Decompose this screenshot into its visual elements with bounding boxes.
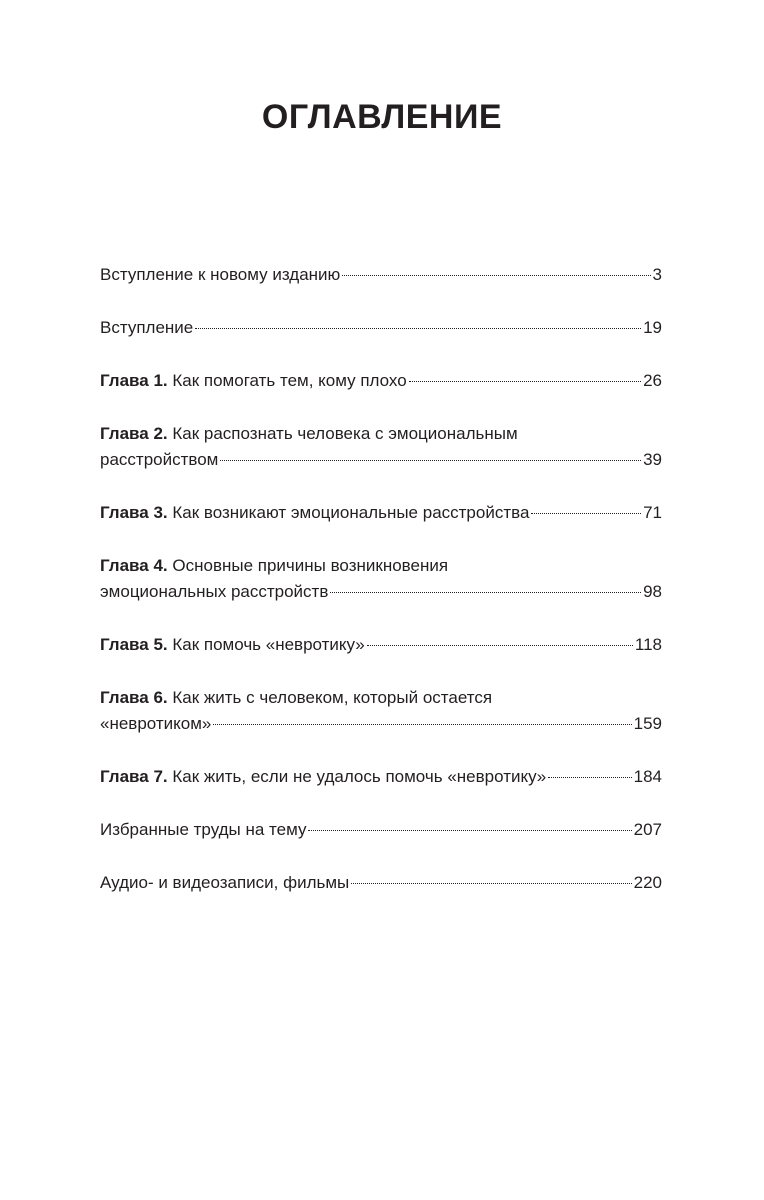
dot-leader xyxy=(367,645,633,646)
toc-entry-title: Вступление к новому изданию xyxy=(100,265,341,284)
toc-entry-title-part1: Как распознать человека с эмоциональным xyxy=(172,424,518,443)
chapter-number: Глава 6. xyxy=(100,688,168,707)
toc-entry-page-number: 39 xyxy=(643,450,662,469)
toc-entry-page-number: 207 xyxy=(633,820,662,839)
toc-entry-title: Избранные труды на тему xyxy=(100,820,307,839)
toc-entry[interactable] xyxy=(100,632,662,658)
dot-leader xyxy=(548,777,631,778)
toc-entry-line xyxy=(100,870,662,896)
toc-entry-first-line xyxy=(100,553,662,579)
toc-entry-page-number: 118 xyxy=(634,635,662,654)
toc-entry-first-line xyxy=(100,685,662,711)
dot-leader xyxy=(213,724,631,725)
toc-entry[interactable] xyxy=(100,685,662,737)
toc-entry[interactable] xyxy=(100,500,662,526)
toc-entry-line xyxy=(100,315,662,341)
dot-leader xyxy=(342,275,650,276)
toc-entry-first-line xyxy=(100,421,662,447)
chapter-number: Глава 2. xyxy=(100,424,168,443)
dot-leader xyxy=(330,592,641,593)
toc-entry-line xyxy=(100,817,662,843)
toc-entry-title: Аудио- и видеозаписи, фильмы xyxy=(100,873,350,892)
toc-entry-page-number: 98 xyxy=(643,582,662,601)
dot-leader xyxy=(308,830,631,831)
toc-entry-line xyxy=(100,579,662,605)
toc-entry-page-number: 19 xyxy=(643,318,662,337)
toc-entry-title: Как возникают эмоциональные расстройства xyxy=(172,503,530,522)
toc-entry-line xyxy=(100,500,662,526)
toc-entry-title: эмоциональных расстройств xyxy=(100,582,329,601)
toc-entry-line xyxy=(100,764,662,790)
toc-entry[interactable] xyxy=(100,553,662,605)
toc-entry-line xyxy=(100,711,662,737)
toc-entry-page-number: 159 xyxy=(633,714,662,733)
toc-entry-title: Как помогать тем, кому плохо xyxy=(172,371,407,390)
toc-entry-title: Вступление xyxy=(100,318,194,337)
chapter-number: Глава 3. xyxy=(100,503,168,522)
toc-entry-line xyxy=(100,447,662,473)
toc-entry[interactable] xyxy=(100,368,662,394)
table-of-contents xyxy=(100,262,662,923)
toc-entry-page-number: 71 xyxy=(643,503,662,522)
toc-entry[interactable] xyxy=(100,817,662,843)
toc-entry-page-number: 220 xyxy=(633,873,662,892)
toc-entry-line xyxy=(100,262,662,288)
chapter-number: Глава 4. xyxy=(100,556,168,575)
toc-entry-page-number: 3 xyxy=(652,265,662,284)
toc-entry-page-number: 26 xyxy=(643,371,662,390)
dot-leader xyxy=(531,513,641,514)
dot-leader xyxy=(351,883,631,884)
dot-leader xyxy=(409,381,641,382)
toc-entry-line xyxy=(100,632,662,658)
toc-entry-title-part1: Основные причины возникновения xyxy=(172,556,449,575)
toc-entry[interactable] xyxy=(100,315,662,341)
chapter-number: Глава 7. xyxy=(100,767,168,786)
toc-entry[interactable] xyxy=(100,870,662,896)
chapter-number: Глава 1. xyxy=(100,371,168,390)
toc-entry-title: Как помочь «невротику» xyxy=(172,635,365,654)
toc-entry-title: «невротиком» xyxy=(100,714,212,733)
toc-entry[interactable] xyxy=(100,262,662,288)
dot-leader xyxy=(220,460,641,461)
dot-leader xyxy=(195,328,641,329)
toc-entry[interactable] xyxy=(100,764,662,790)
toc-entry-title: расстройством xyxy=(100,450,219,469)
toc-entry-line xyxy=(100,368,662,394)
toc-entry[interactable] xyxy=(100,421,662,473)
page-title: ОГЛАВЛЕНИЕ xyxy=(261,98,503,136)
toc-entry-page-number: 184 xyxy=(633,767,662,786)
chapter-number: Глава 5. xyxy=(100,635,168,654)
toc-entry-title-part1: Как жить с человеком, который остается xyxy=(172,688,493,707)
toc-entry-title: Как жить, если не удалось помочь «невротику» xyxy=(172,767,547,786)
